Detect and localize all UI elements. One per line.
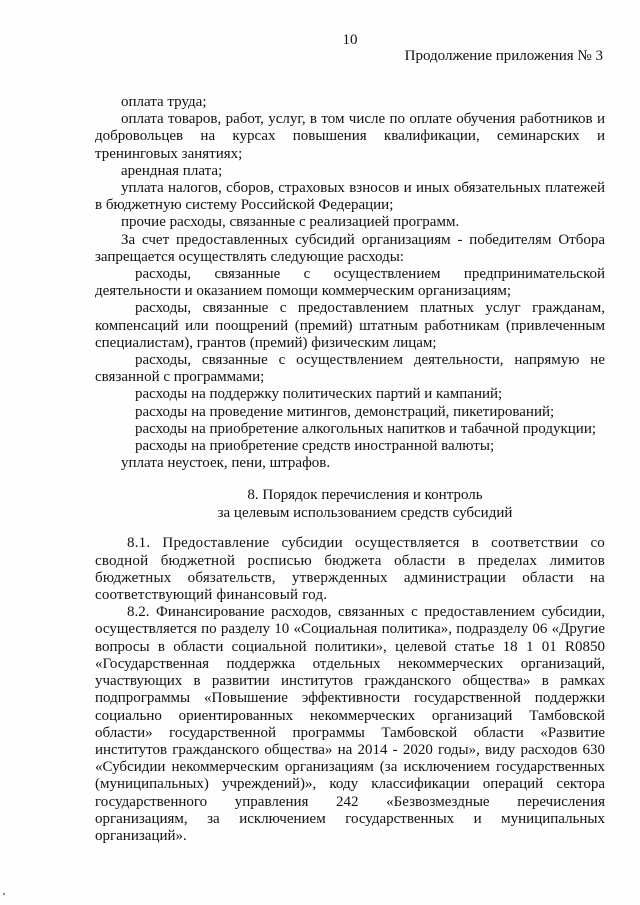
document-body: [95, 94, 605, 845]
paragraph-goods-services: оплата товаров, работ, услуг, в том числе по оплате обучения работников и добровольцев на курсах повышения квалификации, семинарских и тренинговых занятиях;: [95, 111, 605, 162]
paragraph-wages: оплата труда;: [121, 94, 207, 110]
section-heading: [95, 486, 605, 522]
paragraph-prohibited-political: расходы на поддержку политических партий и кампаний;: [135, 386, 503, 403]
page-number: 10: [342, 32, 358, 48]
paragraph-prohibited-intro: За счет предоставленных субсидий организациям - победителям Отбора запрещается осуществлять следующие расходы:: [95, 231, 605, 265]
section-heading-line2: за целевым использованием средств субсидий: [217, 505, 513, 522]
paragraph-prohibited-entrepreneurial: расходы, связанные с осуществлением предпринимательской деятельности и оказанием помощи коммерческим организациям;: [95, 266, 605, 300]
scan-dot: [3, 893, 5, 895]
paragraph-prohibited-currency: расходы на приобретение средств иностранной валюты;: [135, 438, 495, 455]
paragraph-prohibited-paid-services: расходы, связанные с предоставлением платных услуг гражданам, компенсаций или поощрений (премий) штатным работникам (привлеченным специалистам), грантов (премий) физическим лицам;: [95, 300, 605, 351]
paragraph-prohibited-rallies: расходы на проведение митингов, демонстраций, пикетирований;: [135, 403, 555, 420]
paragraph-prohibited-unrelated: расходы, связанные с осуществлением деятельности, напрямую не связанной с программами;: [95, 352, 605, 386]
paragraph-other-expenses: прочие расходы, связанные с реализацией программ.: [121, 214, 460, 231]
paragraph-prohibited-alcohol-tobacco: расходы на приобретение алкогольных напитков и табачной продукции;: [135, 420, 597, 437]
appendix-continuation-label: Продолжение приложения № 3: [404, 48, 603, 64]
paragraph-8-1: 8.1. Предоставление субсидии осуществляется в соответствии со сводной бюджетной росписью бюджета области в пределах лимитов бюджетных обязательств, утвержденных администрации области на соответствующий финансовый год.: [95, 535, 605, 604]
paragraph-8-2: 8.2. Финансирование расходов, связанных с предоставлением субсидии, осуществляется по разделу 10 «Социальная политика», подразделу 06 «Другие вопросы в области социальной политики», целевой статье 18 1 01 R0850 «Государственная поддержка отдельных некоммерческих организаций, участвующих в развитии институтов гражданского общества» в рамках подпрограммы «Повышение эффективности государственной поддержки социально ориентированных некоммерческих организаций Тамбовской области» государственной программы Тамбовской области «Развитие институтов гражданского общества» на 2014 - 2020 годы», виду расходов 630 «Субсидии некоммерческим организациям (за исключением государственных (муниципальных) учреждений)», коду классификации операций сектора государственного управления 242 «Безвозмездные перечисления организациям, за исключением государственных и муниципальных организаций».: [95, 604, 605, 844]
paragraph-taxes: уплата налогов, сборов, страховых взносов и иных обязательных платежей в бюджетную систему Российской Федерации;: [95, 180, 605, 214]
paragraph-rent: арендная плата;: [121, 162, 223, 179]
section-heading-line1: 8. Порядок перечисления и контроль: [247, 487, 483, 504]
paragraph-penalties: уплата неустоек, пени, штрафов.: [121, 455, 331, 472]
